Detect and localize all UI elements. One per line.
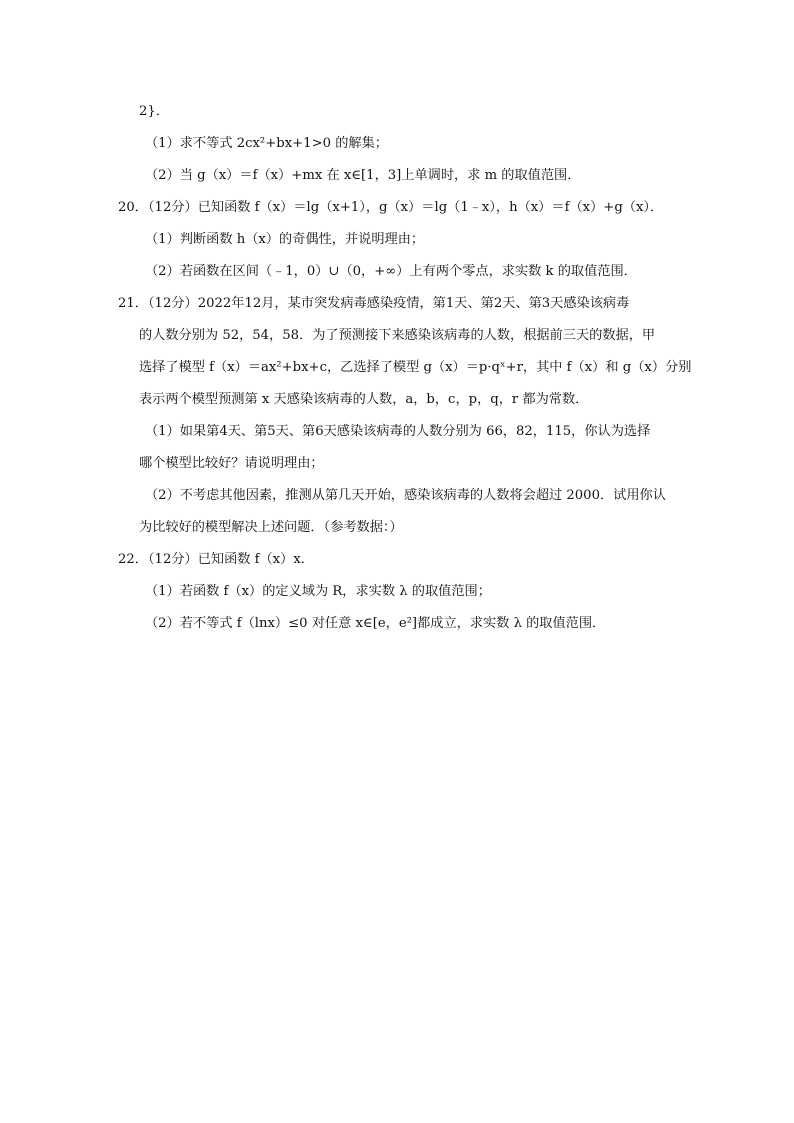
text-line: （1）判断函数 h（x）的奇偶性，并说明理由； bbox=[145, 232, 425, 247]
text-line: 的人数分别为 52，54，58．为了预测接下来感染该病毒的人数，根据前三天的数据，甲 bbox=[139, 328, 656, 343]
text-line: （2）若不等式 f（lnx）≤0 对任意 x∈[e，e²]都成立，求实数 λ 的取值范围． bbox=[145, 616, 606, 631]
text-line: 为比较好的模型解决上述问题．（参考数据：） bbox=[139, 520, 403, 535]
question-heading: 21．（12分）2022年12月，某市突发病毒感染疫情，第1天、第2天、第3天感染该病毒 bbox=[118, 296, 630, 311]
question-heading: 20．（12分）已知函数 f（x）＝lg（x+1），g（x）＝lg（1﹣x），h（x）＝f（x）+g（x）． bbox=[118, 200, 664, 215]
text-line: 表示两个模型预测第 x 天感染该病毒的人数，a，b，c，p，q，r 都为常数． bbox=[139, 392, 589, 407]
text-line: （2）若函数在区间（﹣1，0）∪（0，+∞）上有两个零点，求实数 k 的取值范围． bbox=[145, 264, 637, 279]
question-heading: 22．（12分）已知函数 f（x）x． bbox=[118, 552, 314, 567]
text-line: （1）若函数 f（x）的定义域为 R，求实数 λ 的取值范围； bbox=[145, 584, 491, 599]
text-line: 2}． bbox=[139, 104, 169, 119]
text-line: （1）求不等式 2cx²+bx+1>0 的解集； bbox=[145, 136, 388, 151]
text-line: 哪个模型比较好？请说明理由； bbox=[139, 456, 324, 471]
text-line: （2）当 g（x）＝f（x）+mx 在 x∈[1，3]上单调时，求 m 的取值范围． bbox=[145, 168, 581, 183]
text-line: （2）不考虑其他因素，推测从第几天开始，感染该病毒的人数将会超过 2000．试用你认 bbox=[145, 488, 666, 503]
text-line: 选择了模型 f（x）＝ax²+bx+c，乙选择了模型 g（x）＝p·qˣ+r，其中 f（x）和 g（x）分别 bbox=[139, 360, 692, 375]
text-line: （1）如果第4天、第5天、第6天感染该病毒的人数分别为 66，82，115，你认为选择 bbox=[145, 424, 651, 439]
